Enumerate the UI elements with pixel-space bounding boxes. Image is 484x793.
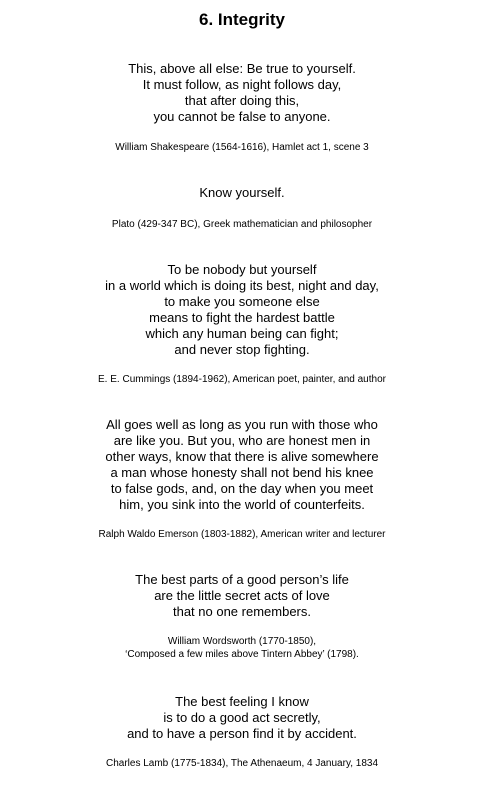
quote-5	[0, 572, 484, 620]
quote-line: that after doing this,	[184, 93, 300, 108]
quote-6	[0, 694, 484, 742]
quote-line: is to do a good act secretly,	[163, 710, 321, 725]
quote-4	[0, 417, 484, 513]
attribution-1	[0, 141, 484, 154]
quote-line: The best parts of a good person’s life	[135, 572, 349, 587]
quote-line: It must follow, as night follows day,	[142, 77, 342, 92]
quote-2	[0, 185, 484, 201]
quote-line: are the little secret acts of love	[154, 588, 330, 603]
quote-line: him, you sink into the world of counterfeits.	[119, 497, 365, 512]
quote-line: This, above all else: Be true to yourself.	[128, 61, 356, 76]
quote-line: other ways, know that there is alive somewhere	[105, 449, 379, 464]
quote-line: to make you someone else	[164, 294, 320, 309]
quote-line: The best feeling I know	[175, 694, 309, 709]
page-title: 6. Integrity	[199, 10, 285, 29]
quote-1	[0, 61, 484, 125]
attribution-line: ‘Composed a few miles above Tintern Abbey’ (1798).	[125, 649, 359, 660]
quote-3	[0, 262, 484, 358]
quote-line: are like you. But you, who are honest men in	[113, 433, 371, 448]
attribution-line: William Shakespeare (1564-1616), Hamlet act 1, scene 3	[115, 142, 369, 153]
quote-line: means to fight the hardest battle	[149, 310, 335, 325]
attribution-2	[0, 218, 484, 231]
attribution-3	[0, 373, 484, 386]
attribution-line: E. E. Cummings (1894-1962), American poet, painter, and author	[98, 374, 386, 385]
quote-line: and to have a person find it by accident.	[127, 726, 357, 741]
attribution-line: William Wordsworth (1770-1850),	[167, 636, 317, 647]
quote-line: Know yourself.	[199, 185, 285, 200]
quote-line: to false gods, and, on the day when you meet	[110, 481, 374, 496]
attribution-6	[0, 757, 484, 770]
attribution-5	[0, 635, 484, 661]
attribution-line: Charles Lamb (1775-1834), The Athenaeum, 4 January, 1834	[105, 758, 379, 769]
quote-line: which any human being can fight;	[145, 326, 339, 341]
quote-line: in a world which is doing its best, night and day,	[105, 278, 379, 293]
quote-line: All goes well as long as you run with those who	[106, 417, 378, 432]
quote-line: you cannot be false to anyone.	[153, 109, 331, 124]
quote-line: that no one remembers.	[172, 604, 312, 619]
attribution-4	[0, 528, 484, 541]
attribution-line: Ralph Waldo Emerson (1803-1882), American writer and lecturer	[98, 529, 386, 540]
quote-line: and never stop fighting.	[174, 342, 310, 357]
quote-line: a man whose honesty shall not bend his knee	[110, 465, 374, 480]
quote-line: To be nobody but yourself	[167, 262, 317, 277]
attribution-line: Plato (429-347 BC), Greek mathematician and philosopher	[111, 219, 373, 230]
